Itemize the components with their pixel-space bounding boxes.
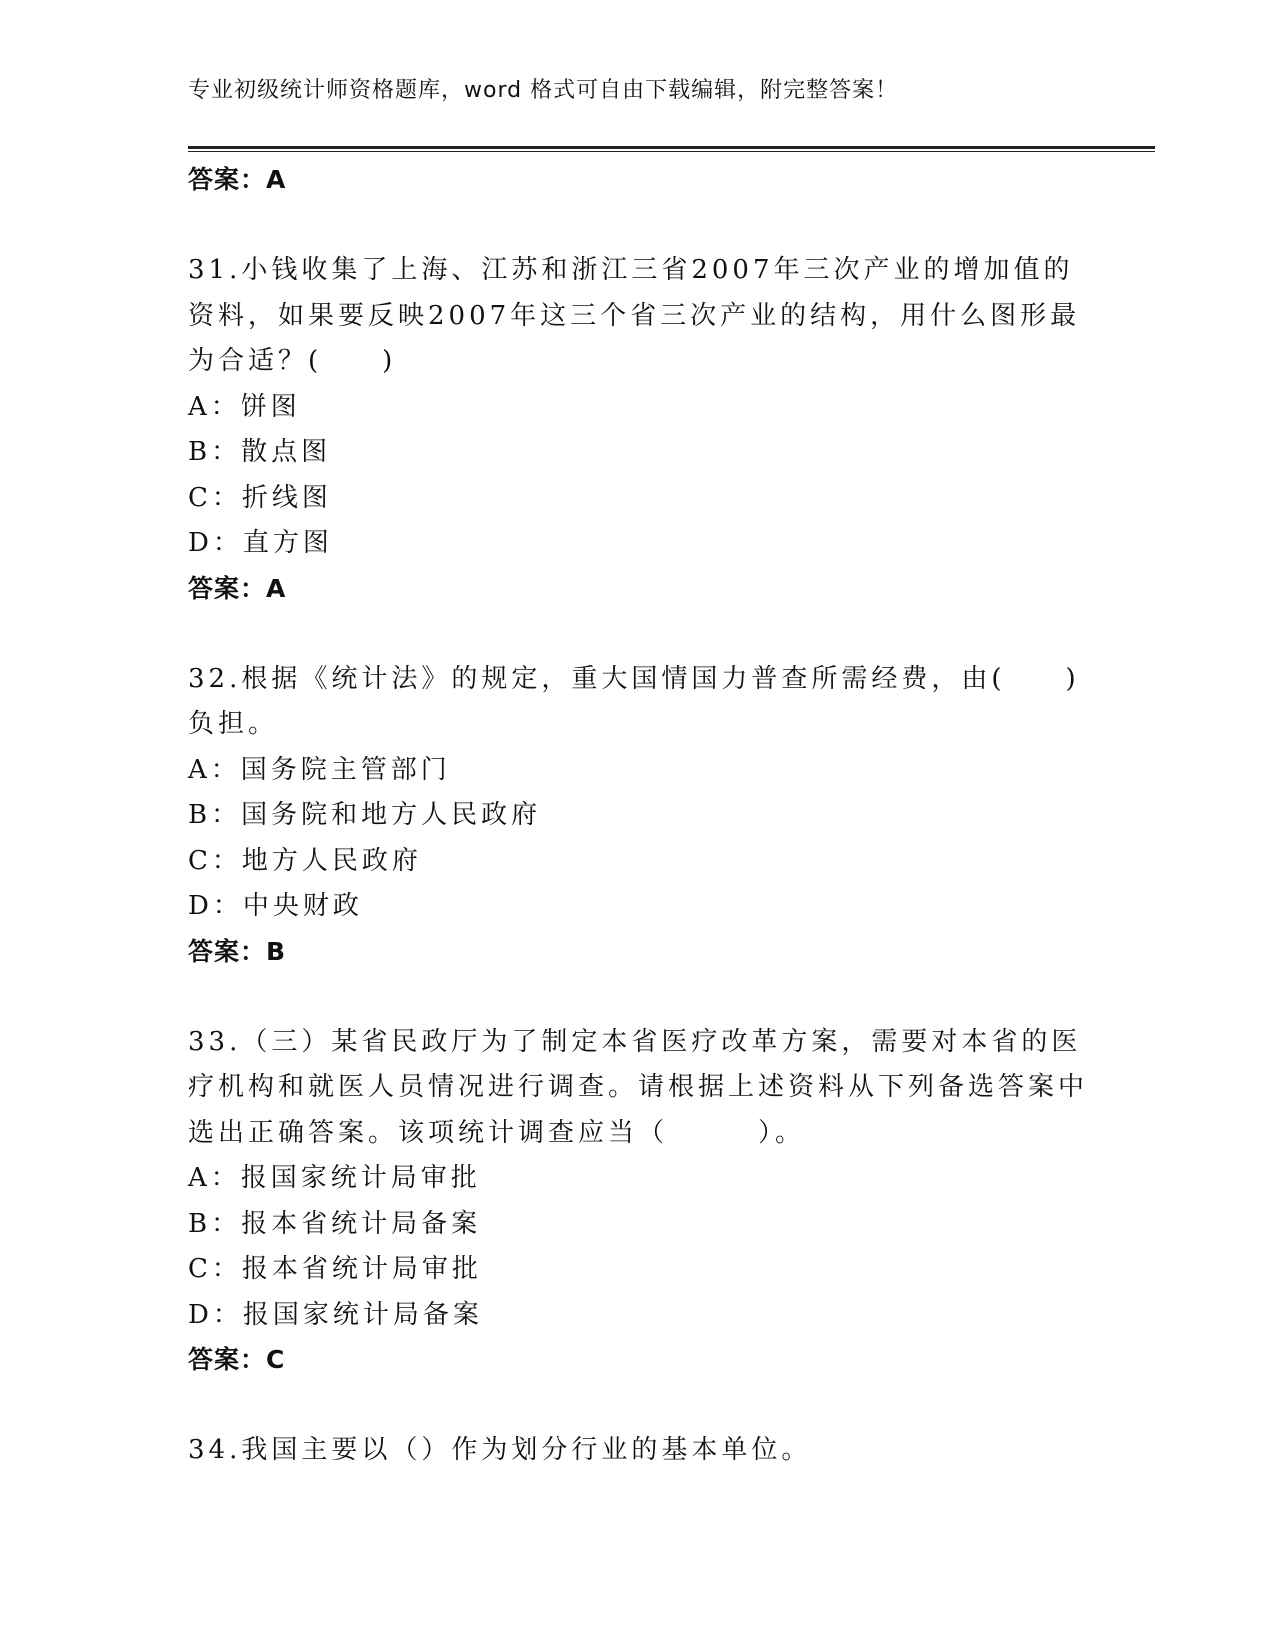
option-d: D：中央财政 <box>188 891 363 921</box>
option-b: B：国务院和地方人民政府 <box>188 800 542 830</box>
question-stem: 32.根据《统计法》的规定，重大国情国力普查所需经费，由( )负担。 <box>188 663 1080 739</box>
question-32 <box>188 657 1088 974</box>
question-stem: 34.我国主要以（）作为划分行业的基本单位。 <box>188 1435 812 1465</box>
question-31 <box>188 248 1088 611</box>
page-header: 专业初级统计师资格题库，word 格式可自由下载编辑，附完整答案！ <box>188 78 899 103</box>
spacer <box>188 202 1088 248</box>
option-a: A：国务院主管部门 <box>188 754 451 785</box>
header-rule-thin <box>188 151 1155 152</box>
option-a: A：报国家统计局审批 <box>188 1163 481 1193</box>
option-c: C：报本省统计局审批 <box>188 1254 482 1284</box>
question-33 <box>188 1020 1088 1383</box>
option-c: C：地方人民政府 <box>188 845 422 876</box>
spacer <box>188 974 1088 1020</box>
answer: 答案：A <box>188 573 287 603</box>
option-d: D：报国家统计局备案 <box>188 1299 483 1330</box>
question-stem: 33.（三）某省民政厅为了制定本省医疗改革方案，需要对本省的医疗机构和就医人员情况进行调查。请根据上述资料从下列备选答案中选出正确答案。该项统计调查应当（ ）。 <box>188 1026 1089 1148</box>
answer: 答案：B <box>188 936 287 966</box>
option-a: A：饼图 <box>188 391 301 422</box>
spacer <box>188 611 1088 657</box>
question-list <box>188 158 1088 1474</box>
option-b: B：散点图 <box>188 437 332 467</box>
previous-answer: 答案：A <box>188 165 287 194</box>
spacer <box>188 1382 1088 1428</box>
option-b: B：报本省统计局备案 <box>188 1208 482 1239</box>
option-d: D：直方图 <box>188 528 333 558</box>
answer: 答案：C <box>188 1345 286 1374</box>
question-stem: 31.小钱收集了上海、江苏和浙江三省2007年三次产业的增加值的资料，如果要反映2007年这三个省三次产业的结构，用什么图形最为合适？( ) <box>188 255 1081 376</box>
option-c: C：折线图 <box>188 482 332 513</box>
header-rule-thick <box>188 146 1155 149</box>
question-34 <box>188 1428 1088 1474</box>
